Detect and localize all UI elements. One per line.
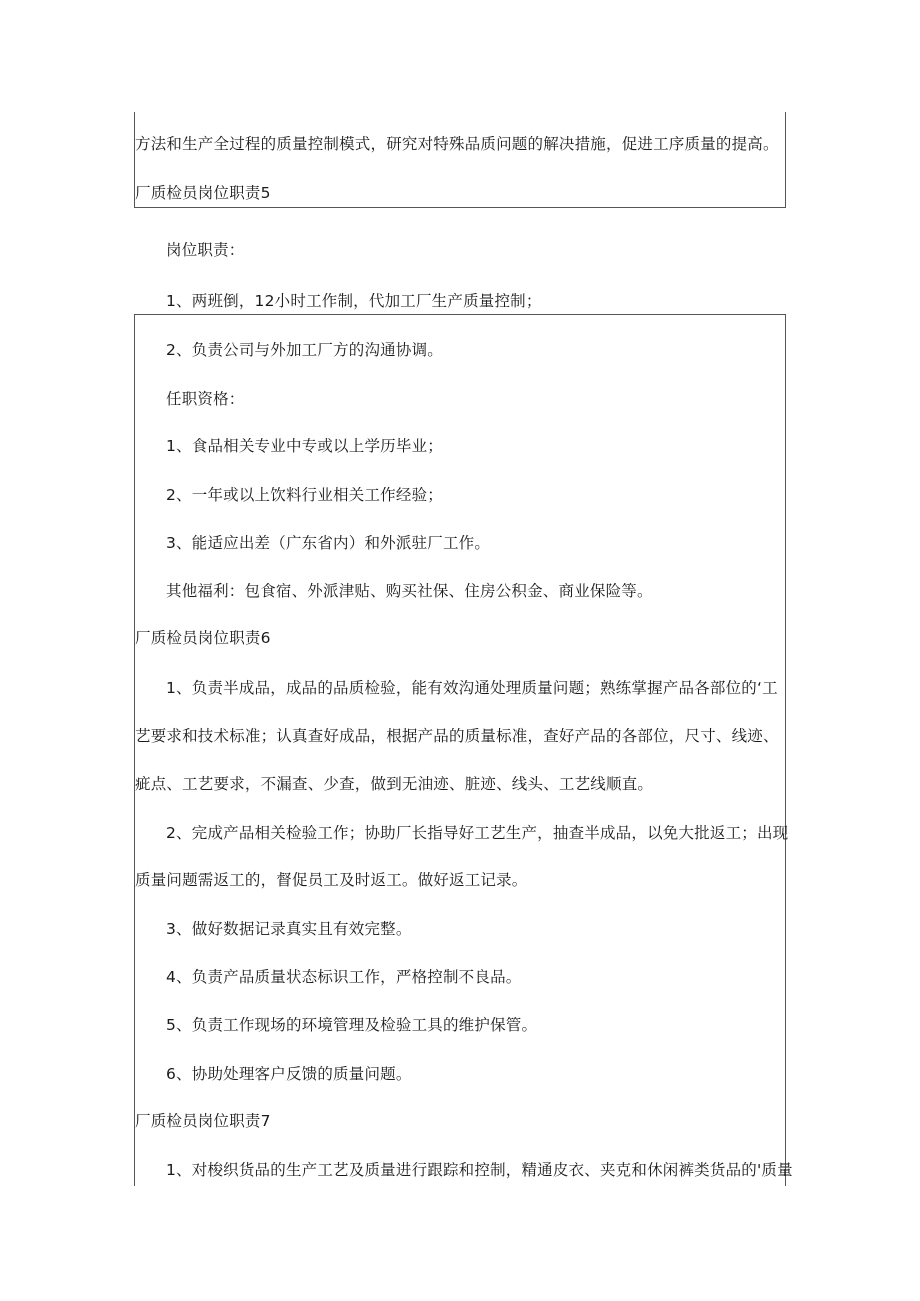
section5-title: 厂质检员岗位职责5 <box>135 184 271 202</box>
frame-body-left-vertical <box>134 314 135 1186</box>
frame-top-bottom-rule <box>134 207 786 208</box>
section6-item1-line1: 1、负责半成品，成品的品质检验，能有效沟通处理质量问题；熟练掌握产品各部位的‘工 <box>166 679 778 697</box>
section6-item6: 6、协助处理客户反馈的质量问题。 <box>166 1065 412 1083</box>
section6-title: 厂质检员岗位职责6 <box>135 629 271 647</box>
section5-qualification-1: 1、食品相关专业中专或以上学历毕业； <box>166 437 443 455</box>
top-continuation-text: 方法和生产全过程的质量控制模式，研究对特殊品质问题的解决措施，促进工序质量的提高。 <box>135 135 779 153</box>
section5-responsibilities-label: 岗位职责： <box>166 241 245 259</box>
frame-body-right-vertical <box>785 314 786 1186</box>
section6-item2-line2: 质量问题需返工的，督促员工及时返工。做好返工记录。 <box>135 871 528 889</box>
frame-top-right-vertical <box>785 112 786 208</box>
frame-body-top-rule <box>134 314 786 315</box>
section6-item3: 3、做好数据记录真实且有效完整。 <box>166 920 412 938</box>
section5-item-1: 1、两班倒，12小时工作制，代加工厂生产质量控制； <box>166 292 542 310</box>
section5-benefits: 其他福利：包食宿、外派津贴、购买社保、住房公积金、商业保险等。 <box>166 582 653 600</box>
section5-qualifications-label: 任职资格： <box>166 390 245 408</box>
section6-item1-line2: 艺要求和技术标准；认真查好成品，根据产品的质量标准，查好产品的各部位，尺寸、线迹、 <box>135 727 779 745</box>
section7-title: 厂质检员岗位职责7 <box>135 1112 271 1130</box>
section5-qualification-3: 3、能适应出差（广东省内）和外派驻厂工作。 <box>166 534 491 552</box>
section7-item1-line1: 1、对梭织货品的生产工艺及质量进行跟踪和控制，精通皮衣、夹克和休闲裤类货品的'质量 <box>166 1161 793 1179</box>
section6-item1-line3: 疵点、工艺要求，不漏查、少查，做到无油迹、脏迹、线头、工艺线顺直。 <box>135 775 654 793</box>
section6-item2-line1: 2、完成产品相关检验工作；协助厂长指导好工艺生产，抽查半成品，以免大批返工；出现 <box>166 824 789 842</box>
section5-item-2: 2、负责公司与外加工厂方的沟通协调。 <box>166 341 443 359</box>
section6-item5: 5、负责工作现场的环境管理及检验工具的维护保管。 <box>166 1016 538 1034</box>
section5-qualification-2: 2、一年或以上饮料行业相关工作经验； <box>166 486 443 504</box>
section6-item4: 4、负责产品质量状态标识工作，严格控制不良品。 <box>166 968 522 986</box>
